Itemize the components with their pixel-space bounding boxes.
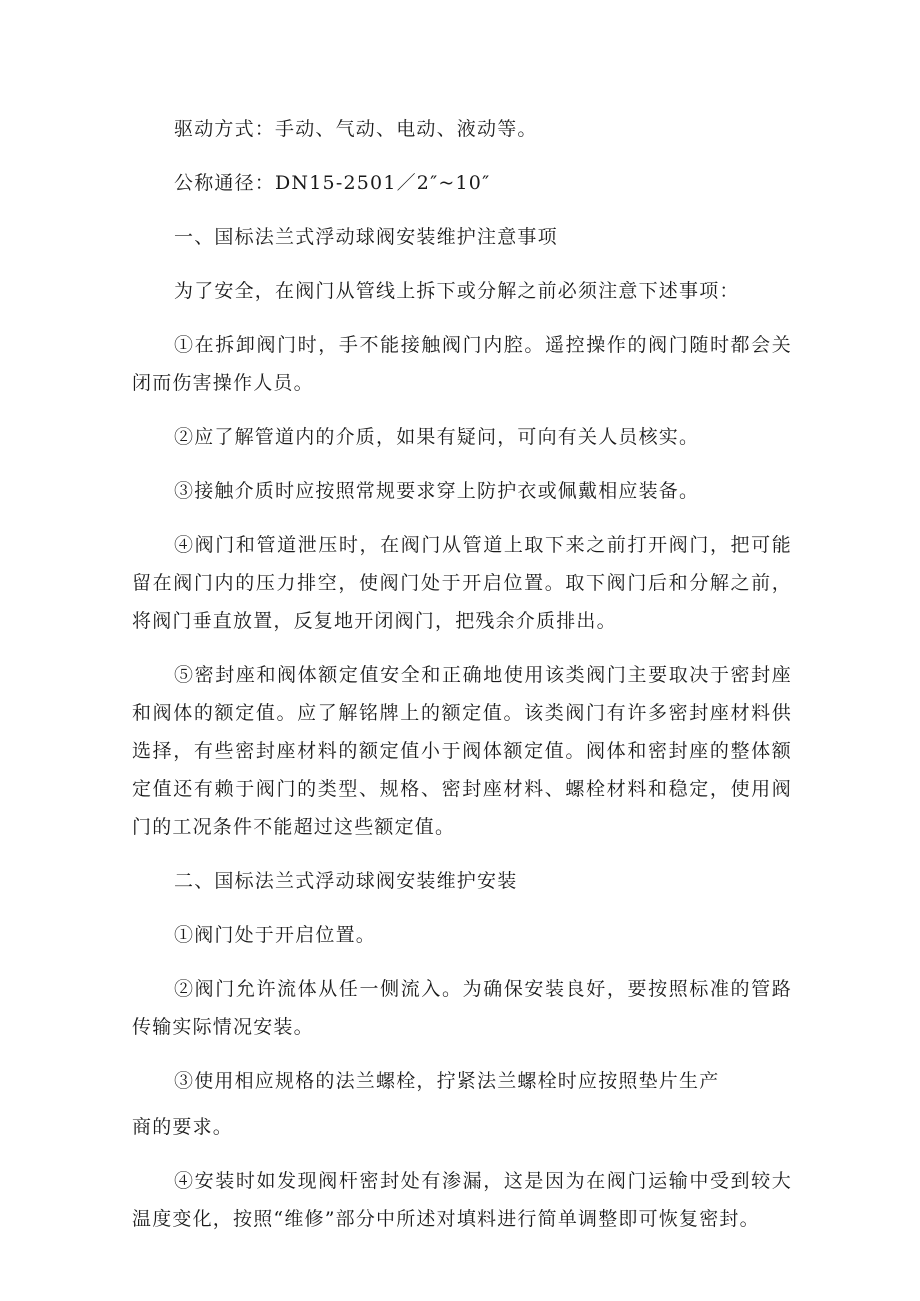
- section-heading-precautions: 一、国标法兰式浮动球阀安装维护注意事项: [174, 226, 558, 248]
- paragraph-install-3: ③使用相应规格的法兰螺栓，拧紧法兰螺栓时应按照垫片生产: [174, 1070, 720, 1092]
- paragraph-drive-mode: 驱动方式：手动、气动、电动、液动等。: [174, 118, 538, 140]
- section-heading-installation: 二、国标法兰式浮动球阀安装维护安装: [174, 870, 518, 892]
- paragraph-precaution-5: ⑤密封座和阀体额定值安全和正确地使用该类阀门主要取决于密封座和阀体的额定值。应了解铭牌上的额定值。该类阀门有许多密封座材料供选择，有些密封座材料的额定值小于阀体额定值。阀体和密封座的整体额定值还有赖于阀门的类型、规格、密封座材料、螺栓材料和稳定，使用阀门的工况条件不能超过这些额定值。: [132, 664, 792, 838]
- paragraph-install-1: ①阀门处于开启位置。: [174, 924, 377, 946]
- paragraph-install-2: ②阀门允许流体从任一侧流入。为确保安装良好，要按照标准的管路传输实际情况安装。: [132, 978, 792, 1038]
- paragraph-install-3-continued: 商的要求。: [132, 1116, 234, 1138]
- paragraph-precaution-3: ③接触介质时应按照常规要求穿上防护衣或佩戴相应装备。: [174, 480, 700, 502]
- paragraph-nominal-diameter: 公称通径：DN15-2501／2″~10″: [174, 172, 491, 194]
- paragraph-safety-intro: 为了安全，在阀门从管线上拆下或分解之前必须注意下述事项：: [174, 280, 740, 302]
- paragraph-install-4: ④安装时如发现阀杆密封处有渗漏，这是因为在阀门运输中受到较大温度变化，按照“维修”部分中所述对填料进行简单调整即可恢复密封。: [132, 1170, 792, 1230]
- document-body: [132, 110, 792, 1254]
- paragraph-precaution-2: ②应了解管道内的介质，如果有疑问，可向有关人员核实。: [174, 426, 700, 448]
- paragraph-precaution-1: ①在拆卸阀门时，手不能接触阀门内腔。遥控操作的阀门随时都会关闭而伤害操作人员。: [132, 334, 792, 394]
- paragraph-precaution-4: ④阀门和管道泄压时，在阀门从管道上取下来之前打开阀门，把可能留在阀门内的压力排空，使阀门处于开启位置。取下阀门后和分解之前，将阀门垂直放置，反复地开闭阀门，把残余介质排出。: [132, 534, 792, 632]
